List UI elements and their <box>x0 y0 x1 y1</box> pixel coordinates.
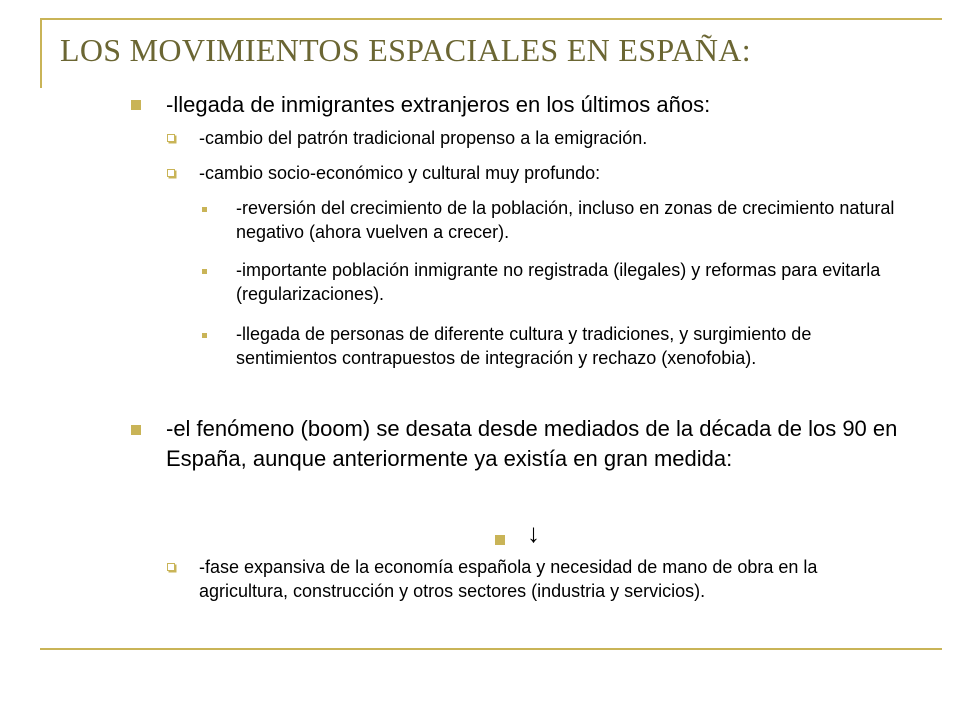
arrow-down-icon: ↓ <box>527 518 540 548</box>
sub-bullet-text: -fase expansiva de la economía española y necesidad de mano de obra en la agricultura, construcción y otros sectores (industria y servicios). <box>199 557 818 601</box>
square-bullet-icon <box>495 535 505 545</box>
bullet-text: -el fenómeno (boom) se desata desde mediados de la década de los 90 en España, aunque anteriormente ya existía en gran medida: <box>166 416 898 471</box>
square-bullet-icon <box>131 100 141 110</box>
sub-bullet-text: -cambio del patrón tradicional propenso a la emigración. <box>199 128 648 148</box>
small-square-bullet-icon <box>202 207 207 212</box>
square-bullet-icon <box>131 425 141 435</box>
sub-bullet-text: -cambio socio-económico y cultural muy profundo: <box>199 163 601 183</box>
sub-sub-bullet-text: -importante población inmigrante no registrada (ilegales) y reformas para evitarla (regularizaciones). <box>236 260 881 304</box>
sub-sub-bullet-text: -llegada de personas de diferente cultura y tradiciones, y surgimiento de sentimientos contrapuestos de integración y rechazo (xenofobia). <box>236 324 812 368</box>
slide-title: LOS MOVIMIENTOS ESPACIALES EN ESPAÑA: <box>60 32 751 68</box>
sub-sub-bullet-text: -reversión del crecimiento de la población, incluso en zonas de crecimiento natural negativo (ahora vuelven a crecer). <box>236 198 895 242</box>
bullet-text: -llegada de inmigrantes extranjeros en los últimos años: <box>166 92 711 117</box>
box-bullet-icon <box>167 134 175 142</box>
box-bullet-icon <box>167 563 175 571</box>
small-square-bullet-icon <box>202 269 207 274</box>
small-square-bullet-icon <box>202 333 207 338</box>
box-bullet-icon <box>167 169 175 177</box>
